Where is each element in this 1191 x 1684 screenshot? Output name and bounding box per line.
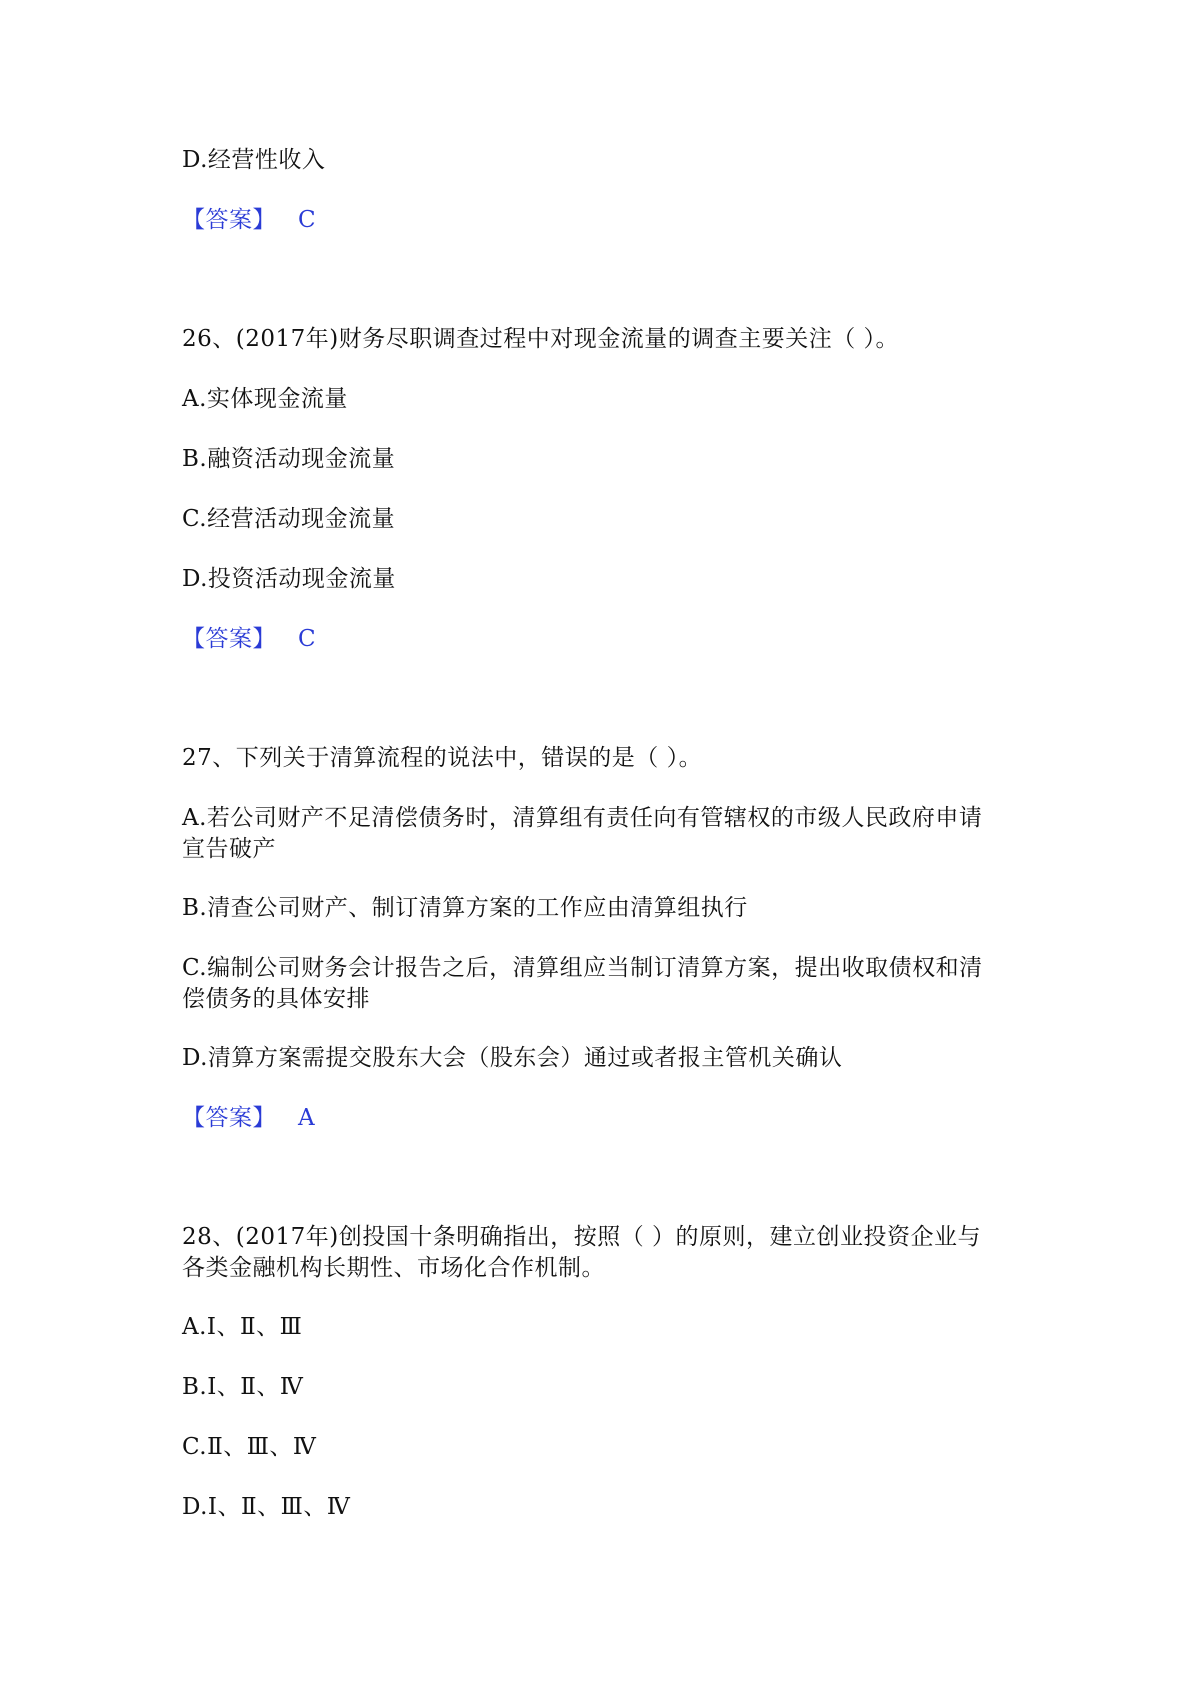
q27-option-a-line2: 宣告破产	[182, 836, 276, 862]
q28-option-c: C.Ⅱ、Ⅲ、Ⅳ	[182, 1434, 317, 1460]
q25-option-d: D.经营性收入	[182, 147, 326, 173]
answer-label: 【答案】	[182, 626, 276, 652]
q26-option-b: B.融资活动现金流量	[182, 446, 396, 472]
q27-option-d: D.清算方案需提交股东大会（股东会）通过或者报主管机关确认	[182, 1045, 843, 1071]
q26-answer	[182, 624, 316, 654]
q28-option-b: B.Ⅰ、Ⅱ、Ⅳ	[182, 1374, 304, 1400]
q26-option-a: A.实体现金流量	[182, 386, 348, 412]
q28-stem-line1: 28、(2017年)创投国十条明确指出，按照（ ）的原则，建立创业投资企业与	[182, 1224, 982, 1250]
q27-option-c-line1: C.编制公司财务会计报告之后，清算组应当制订清算方案，提出收取债权和清	[182, 955, 983, 981]
q28-stem-line2: 各类金融机构长期性、市场化合作机制。	[182, 1255, 605, 1281]
answer-value: C	[298, 626, 317, 652]
q27-stem: 27、下列关于清算流程的说法中，错误的是（ ）。	[182, 745, 703, 771]
q26-option-d: D.投资活动现金流量	[182, 566, 396, 592]
q25-answer	[182, 205, 316, 235]
q26-stem: 26、(2017年)财务尽职调查过程中对现金流量的调查主要关注（ ）。	[182, 326, 900, 352]
q27-option-a-line1: A.若公司财产不足清偿债务时，清算组有责任向有管辖权的市级人民政府申请	[182, 805, 983, 831]
q27-answer	[182, 1103, 315, 1133]
q27-option-c-line2: 偿债务的具体安排	[182, 986, 370, 1012]
q26-option-c: C.经营活动现金流量	[182, 506, 396, 532]
q27-option-b: B.清查公司财产、制订清算方案的工作应由清算组执行	[182, 895, 748, 921]
q28-option-a: A.Ⅰ、Ⅱ、Ⅲ	[182, 1314, 303, 1340]
answer-value: C	[298, 207, 317, 233]
answer-label: 【答案】	[182, 1105, 276, 1131]
answer-value: A	[298, 1105, 316, 1131]
answer-label: 【答案】	[182, 207, 276, 233]
q28-option-d: D.Ⅰ、Ⅱ、Ⅲ、Ⅳ	[182, 1494, 351, 1520]
